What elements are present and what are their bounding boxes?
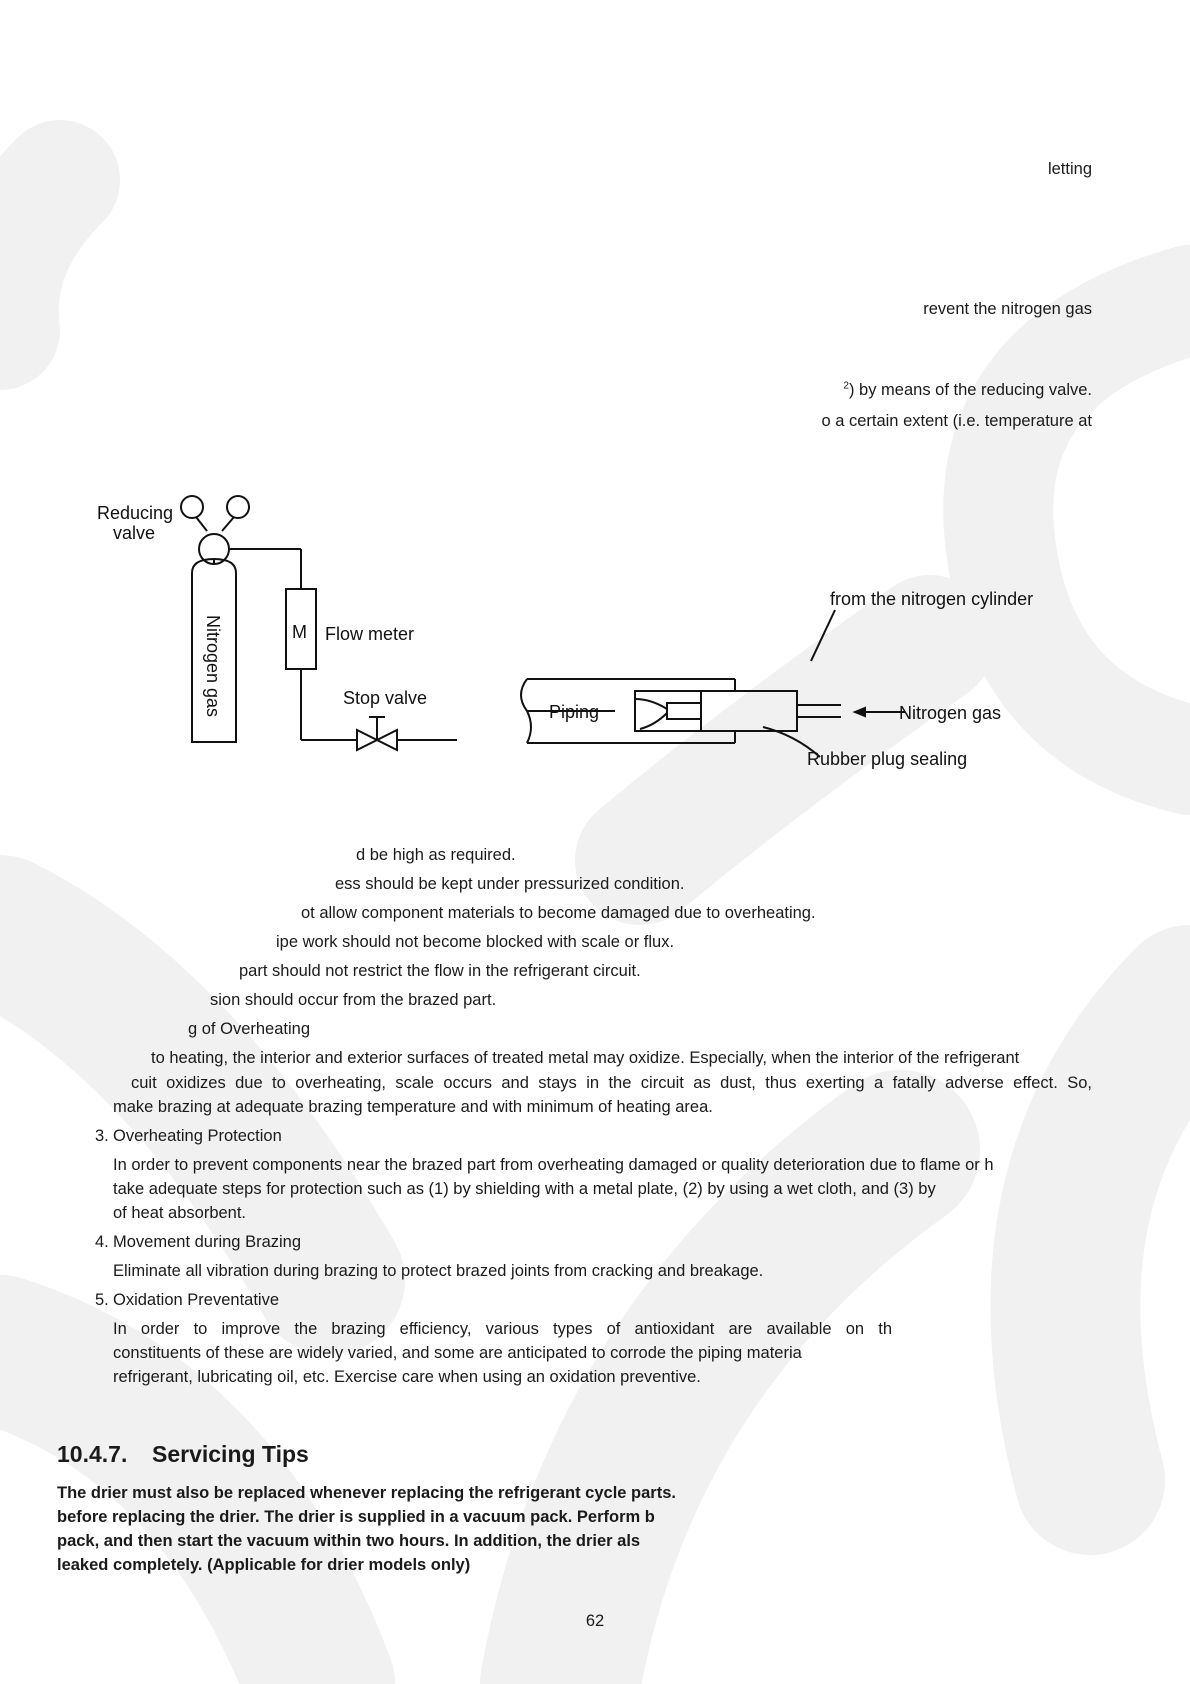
item-title: Movement during Brazing [113, 1233, 302, 1251]
item-line: In order to prevent components near the brazed part from overheating damaged or quality deterioration due to flame or h [113, 1156, 994, 1174]
paragraph-line: to heating, the interior and exterior surfaces of treated metal may oxidize. Especially, when the interior of the refrigerant [151, 1049, 1020, 1067]
item-title: Oxidation Preventative [113, 1291, 280, 1309]
section-number: 10.4.7. [57, 1441, 128, 1467]
nitrogen-brazing-diagram [95, 485, 1095, 785]
bold-line: The drier must also be replaced whenever replacing the refrigerant cycle parts. [57, 1484, 676, 1502]
item-line: constituents of these are widely varied, and some are anticipated to corrode the piping materia [113, 1344, 802, 1362]
label-flow-meter: Flow meter [325, 624, 415, 644]
label-reducing-valve: Reducing [97, 503, 174, 523]
paragraph-line: make brazing at adequate brazing temperature and with minimum of heating area. [113, 1098, 713, 1116]
section-heading [57, 1441, 309, 1468]
label-piping: Piping [549, 702, 600, 722]
paragraph-line: cuit oxidizes due to overheating, scale occurs and stays in the circuit as dust, thus exerting a fatally adverse effect. So, [131, 1074, 1092, 1092]
superscript: 2 [843, 380, 849, 392]
page-number: 62 [585, 1612, 605, 1630]
requirement-line: ipe work should not become blocked with scale or flux. [276, 933, 675, 951]
item-line: refrigerant, lubricating oil, etc. Exercise care when using an oxidation preventive. [113, 1368, 701, 1386]
label-nitrogen-gas: Nitrogen gas [899, 703, 1002, 723]
bold-line: leaked completely. (Applicable for drier models only) [57, 1556, 471, 1574]
requirement-line: g of Overheating [188, 1020, 310, 1038]
bold-line: before replacing the drier. The drier is supplied in a vacuum pack. Perform b [57, 1508, 655, 1526]
item-number: 4. [95, 1233, 109, 1251]
bold-line: pack, and then start the vacuum within two hours. In addition, the drier als [57, 1532, 641, 1550]
label-m: M [292, 622, 307, 642]
label-nitrogen-gas-cylinder: Nitrogen gas [203, 615, 223, 718]
item-number: 5. [95, 1291, 109, 1309]
label-rubber-plug: Rubber plug sealing [807, 749, 968, 769]
item-line: Eliminate all vibration during brazing to protect brazed joints from cracking and breakage. [113, 1262, 764, 1280]
requirement-line: d be high as required. [356, 846, 516, 864]
item-line: In order to improve the brazing efficiency, various types of antioxidant are available on th [113, 1320, 892, 1338]
label-from-cylinder: from the nitrogen cylinder [830, 589, 1034, 609]
item-line: of heat absorbent. [113, 1204, 247, 1222]
requirement-line: sion should occur from the brazed part. [210, 991, 497, 1009]
item-title: Overheating Protection [113, 1127, 282, 1145]
label-reducing-valve-2: valve [113, 523, 156, 543]
text-fragment: revent the nitrogen gas [923, 300, 1092, 318]
text-fragment [843, 380, 1092, 400]
text-fragment: letting [1047, 160, 1092, 178]
requirement-line: part should not restrict the flow in the refrigerant circuit. [239, 962, 641, 980]
item-line: take adequate steps for protection such as (1) by shielding with a metal plate, (2) by using a wet cloth, and (3) by [113, 1180, 936, 1198]
label-stop-valve: Stop valve [343, 688, 428, 708]
requirement-line: ot allow component materials to become damaged due to overheating. [301, 904, 816, 922]
text-fragment-rest: ) by means of the reducing valve. [848, 381, 1092, 399]
section-title: Servicing Tips [152, 1441, 309, 1467]
item-number: 3. [95, 1127, 109, 1145]
requirement-line: ess should be kept under pressurized condition. [335, 875, 685, 893]
text-fragment: o a certain extent (i.e. temperature at [821, 412, 1092, 430]
